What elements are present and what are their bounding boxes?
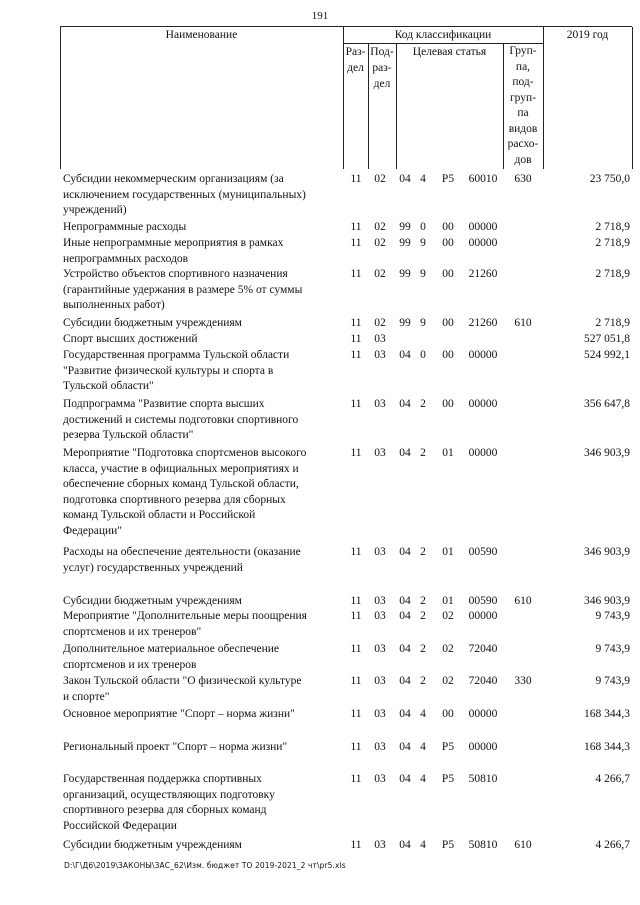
- row-target-direction: 72040: [468, 675, 498, 687]
- row-target-program: 04: [399, 398, 411, 410]
- row-expense-group: 330: [514, 675, 532, 687]
- row-name: Закон Тульской области "О физической культуре и спорте": [63, 675, 302, 703]
- row-target-direction: 21260: [468, 268, 498, 280]
- row-amount: 168 344,3: [584, 741, 630, 753]
- row-target-subprogram: 4: [420, 708, 426, 720]
- header-divider: [396, 43, 397, 169]
- row-target-event: 01: [442, 595, 454, 607]
- row-target-direction: 00000: [468, 349, 498, 361]
- row-target-direction: 60010: [468, 173, 498, 185]
- row-target-program: 04: [399, 610, 411, 622]
- row-amount: 23 750,0: [589, 173, 630, 185]
- row-amount: 346 903,9: [584, 546, 630, 558]
- header-group: Груп- па, под- груп- па видов расхо- дов: [507, 45, 539, 166]
- row-razdel: 11: [350, 317, 362, 329]
- row-target-event: 02: [442, 610, 454, 622]
- row-amount: 9 743,9: [595, 675, 630, 687]
- header-target: Целевая статья: [412, 46, 487, 58]
- row-target-event: 00: [442, 268, 454, 280]
- row-target-program: 04: [399, 349, 411, 361]
- row-target-program: 99: [399, 317, 411, 329]
- row-podrazdel: 03: [374, 595, 386, 607]
- row-target-event: P5: [441, 839, 455, 851]
- row-razdel: 11: [350, 268, 362, 280]
- row-amount: 9 743,9: [595, 610, 630, 622]
- row-target-program: 04: [399, 675, 411, 687]
- row-target-event: P5: [441, 773, 455, 785]
- row-target-event: 02: [442, 675, 454, 687]
- row-target-direction: 00000: [468, 610, 498, 622]
- row-podrazdel: 03: [374, 708, 386, 720]
- header-divider: [543, 27, 544, 169]
- row-target-subprogram: 2: [420, 595, 426, 607]
- row-amount: 356 647,8: [584, 398, 630, 410]
- row-expense-group: 610: [514, 317, 532, 329]
- header-divider: [632, 27, 633, 169]
- row-target-subprogram: 0: [420, 221, 426, 233]
- row-target-program: 04: [399, 595, 411, 607]
- row-expense-group: 630: [514, 173, 532, 185]
- row-razdel: 11: [350, 173, 362, 185]
- row-target-subprogram: 2: [420, 643, 426, 655]
- row-podrazdel: 03: [374, 643, 386, 655]
- row-name: Субсидии некоммерческим организациям (за исключением государственных (муниципальных) учреждений): [63, 173, 306, 216]
- row-razdel: 11: [350, 237, 362, 249]
- row-target-subprogram: 4: [420, 741, 426, 753]
- row-amount: 2 718,9: [595, 237, 630, 249]
- row-target-subprogram: 2: [420, 610, 426, 622]
- header-name: Наименование: [165, 29, 238, 41]
- header-year: 2019 год: [566, 29, 609, 41]
- row-name: Субсидии бюджетным учреждениям: [63, 317, 242, 329]
- row-target-program: 04: [399, 447, 411, 459]
- row-name: Мероприятие "Дополнительные меры поощрения спортсменов и их тренеров": [63, 610, 307, 638]
- row-podrazdel: 02: [374, 237, 386, 249]
- header-razdel: Раз- дел: [345, 46, 366, 74]
- row-target-subprogram: 4: [420, 173, 426, 185]
- row-target-subprogram: 0: [420, 349, 426, 361]
- row-target-subprogram: 2: [420, 546, 426, 558]
- row-razdel: 11: [350, 333, 362, 345]
- row-podrazdel: 03: [374, 741, 386, 753]
- row-target-program: 04: [399, 173, 411, 185]
- row-target-direction: 00000: [468, 447, 498, 459]
- row-name: Расходы на обеспечение деятельности (оказание услуг) государственных учреждений: [63, 546, 301, 574]
- row-razdel: 11: [350, 398, 362, 410]
- row-podrazdel: 02: [374, 173, 386, 185]
- row-amount: 168 344,3: [584, 708, 630, 720]
- row-target-subprogram: 9: [420, 317, 426, 329]
- row-podrazdel: 02: [374, 221, 386, 233]
- row-podrazdel: 02: [374, 268, 386, 280]
- row-target-event: P5: [441, 741, 455, 753]
- row-target-subprogram: 2: [420, 447, 426, 459]
- row-target-program: 04: [399, 741, 411, 753]
- row-target-direction: 00590: [468, 595, 498, 607]
- row-amount: 2 718,9: [595, 221, 630, 233]
- row-target-event: 02: [442, 643, 454, 655]
- row-target-event: 00: [442, 349, 454, 361]
- row-target-subprogram: 4: [420, 773, 426, 785]
- row-name: Основное мероприятие "Спорт – норма жизни": [63, 708, 295, 720]
- row-target-direction: 50810: [468, 839, 498, 851]
- row-razdel: 11: [350, 675, 362, 687]
- row-target-program: 04: [399, 708, 411, 720]
- row-target-event: 00: [442, 237, 454, 249]
- row-razdel: 11: [350, 708, 362, 720]
- row-target-program: 04: [399, 839, 411, 851]
- row-target-program: 99: [399, 268, 411, 280]
- row-podrazdel: 03: [374, 546, 386, 558]
- row-name: Субсидии бюджетным учреждениям: [63, 839, 242, 851]
- row-amount: 2 718,9: [595, 268, 630, 280]
- row-expense-group: 610: [514, 595, 532, 607]
- row-name: Государственная поддержка спортивных организаций, осуществляющих подготовку спортивного резерва для сборных команд Российской Федерации: [63, 773, 275, 832]
- row-target-event: 01: [442, 447, 454, 459]
- row-amount: 2 718,9: [595, 317, 630, 329]
- table-header: [60, 26, 632, 169]
- row-razdel: 11: [350, 349, 362, 361]
- row-amount: 346 903,9: [584, 447, 630, 459]
- row-name: Дополнительное материальное обеспечение спортсменов и их тренеров: [63, 643, 280, 671]
- row-podrazdel: 03: [374, 333, 386, 345]
- row-target-event: 01: [442, 546, 454, 558]
- row-target-direction: 00000: [468, 708, 498, 720]
- row-target-program: 04: [399, 546, 411, 558]
- row-name: Непрограммные расходы: [63, 221, 187, 233]
- row-name: Устройство объектов спортивного назначения (гарантийные удержания в размере 5% от суммы выполненных работ): [63, 268, 303, 311]
- row-razdel: 11: [350, 610, 362, 622]
- row-target-event: P5: [441, 173, 455, 185]
- row-podrazdel: 03: [374, 610, 386, 622]
- page-number: 191: [311, 10, 329, 22]
- row-podrazdel: 03: [374, 349, 386, 361]
- row-target-direction: 00590: [468, 546, 498, 558]
- row-target-direction: 50810: [468, 773, 498, 785]
- row-amount: 346 903,9: [584, 595, 630, 607]
- row-target-direction: 00000: [468, 398, 498, 410]
- row-target-event: 00: [442, 221, 454, 233]
- row-podrazdel: 03: [374, 398, 386, 410]
- row-target-subprogram: 4: [420, 839, 426, 851]
- row-podrazdel: 03: [374, 447, 386, 459]
- row-name: Региональный проект "Спорт – норма жизни": [63, 741, 288, 753]
- row-target-program: 99: [399, 221, 411, 233]
- header-divider: [60, 27, 61, 169]
- row-amount: 9 743,9: [595, 643, 630, 655]
- row-amount: 527 051,8: [584, 333, 630, 345]
- row-podrazdel: 03: [374, 839, 386, 851]
- row-razdel: 11: [350, 546, 362, 558]
- row-razdel: 11: [350, 643, 362, 655]
- row-target-program: 99: [399, 237, 411, 249]
- row-name: Государственная программа Тульской области "Развитие физической культуры и спорта в Тульской области": [63, 349, 290, 392]
- row-podrazdel: 02: [374, 317, 386, 329]
- row-name: Подпрограмма "Развитие спорта высших достижений и системы подготовки спортивного резерва Тульской области": [63, 398, 299, 441]
- row-target-subprogram: 9: [420, 237, 426, 249]
- row-name: Субсидии бюджетным учреждениям: [63, 595, 242, 607]
- row-name: Мероприятие "Подготовка спортсменов высокого класса, участие в официальных мероприятиях и обеспечение сборных команд Тульской области, подготовка спортивного резерва для сборных команд Тульской области и Российской Федерации": [63, 447, 307, 537]
- row-target-subprogram: 9: [420, 268, 426, 280]
- row-expense-group: 610: [514, 839, 532, 851]
- row-razdel: 11: [350, 773, 362, 785]
- row-razdel: 11: [350, 221, 362, 233]
- row-razdel: 11: [350, 839, 362, 851]
- row-target-event: 00: [442, 398, 454, 410]
- row-razdel: 11: [350, 741, 362, 753]
- row-target-direction: 72040: [468, 643, 498, 655]
- row-target-subprogram: 2: [420, 398, 426, 410]
- row-target-program: 04: [399, 773, 411, 785]
- row-target-direction: 00000: [468, 221, 498, 233]
- row-amount: 524 992,1: [584, 349, 630, 361]
- row-razdel: 11: [350, 595, 362, 607]
- row-target-direction: 21260: [468, 317, 498, 329]
- row-name: Спорт высших достижений: [63, 333, 198, 345]
- row-amount: 4 266,7: [595, 773, 630, 785]
- row-target-direction: 00000: [468, 237, 498, 249]
- row-podrazdel: 03: [374, 773, 386, 785]
- row-razdel: 11: [350, 447, 362, 459]
- file-path-footer: D:\Г\Д6\2019\ЗАКОНЫ\ЗАС_62\Изм. бюджет ТО 2019-2021_2 чт\pr5.xls: [64, 861, 346, 870]
- row-podrazdel: 03: [374, 675, 386, 687]
- row-target-program: 04: [399, 643, 411, 655]
- row-target-subprogram: 2: [420, 675, 426, 687]
- header-code: Код классификации: [394, 29, 492, 41]
- row-target-direction: 00000: [468, 741, 498, 753]
- row-amount: 4 266,7: [595, 839, 630, 851]
- row-name: Иные непрограммные мероприятия в рамках непрограммных расходов: [63, 237, 284, 265]
- row-target-event: 00: [442, 708, 454, 720]
- header-podrazdel: Под- раз- дел: [370, 46, 394, 90]
- row-target-event: 00: [442, 317, 454, 329]
